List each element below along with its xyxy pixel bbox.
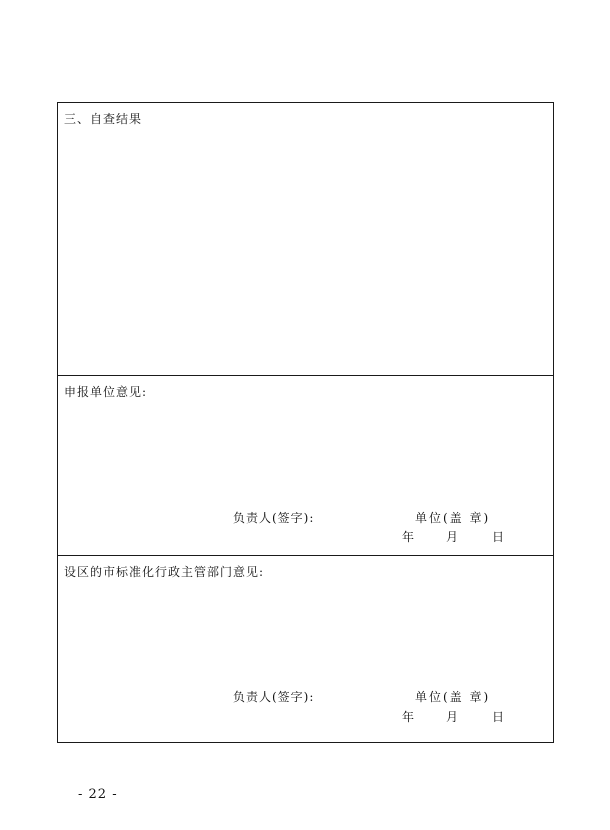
- applicant-date-day: 日: [492, 530, 505, 544]
- self-check-title: 三、自查结果: [64, 112, 143, 126]
- page-number: - 22 -: [78, 787, 118, 802]
- applicant-date-month: 月: [446, 530, 459, 544]
- admin-opinion-section: [58, 556, 553, 742]
- admin-opinion-title: 设区的市标准化行政主管部门意见:: [64, 565, 265, 579]
- applicant-opinion-section: [58, 376, 553, 556]
- admin-date-day: 日: [492, 710, 505, 724]
- admin-date-month: 月: [446, 710, 459, 724]
- applicant-opinion-title: 申报单位意见:: [64, 385, 148, 399]
- applicant-date-year: 年: [402, 530, 415, 544]
- review-form-table: [57, 102, 554, 743]
- admin-date-year: 年: [402, 710, 415, 724]
- self-check-section: [58, 103, 553, 376]
- applicant-date-row: [402, 528, 505, 544]
- admin-signature-label: 负责人(签字):: [233, 690, 315, 704]
- applicant-signature-label: 负责人(签字):: [233, 511, 315, 525]
- admin-date-row: [402, 708, 505, 724]
- admin-seal-label: 单位(盖 章): [415, 690, 491, 704]
- applicant-seal-label: 单位(盖 章): [415, 511, 491, 525]
